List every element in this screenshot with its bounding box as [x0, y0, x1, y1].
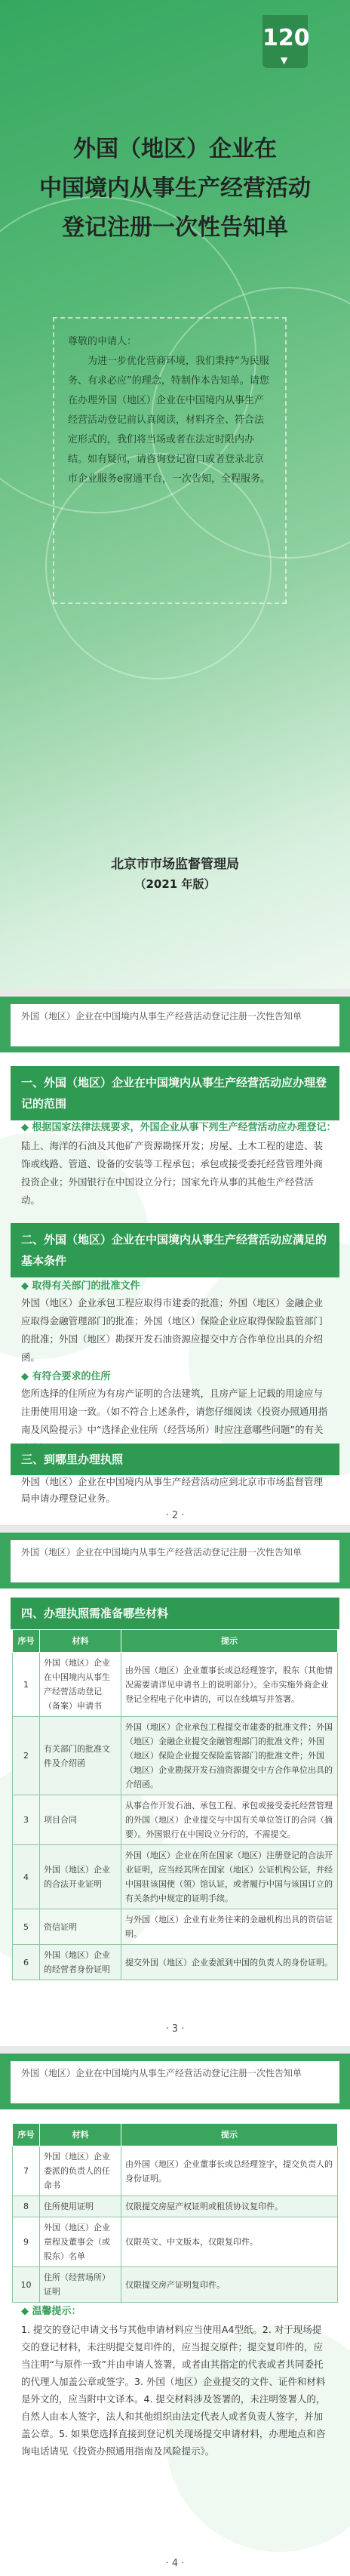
letter-greeting: 尊敬的申请人：: [68, 336, 137, 347]
page-number: · 3 ·: [165, 2023, 185, 2035]
material-cell: 住所（经营场所）证明: [40, 2267, 121, 2303]
material-cell: 有关部门的批准文件及介绍函: [40, 1717, 121, 1795]
tip-cell: 由外国（地区）企业董事长或总经理签字，股东（其他情况需要请详见申请书上的说明部分）。全市实施外商企业登记全程电子化申请的，可以在线填写并签署。: [121, 1653, 338, 1717]
row-number: 2: [13, 1717, 40, 1795]
row-number: 6: [13, 1945, 40, 1980]
table-row: [13, 1909, 338, 1945]
table-row: [13, 1717, 338, 1795]
table-row: [13, 1653, 338, 1717]
letter-body: 为进一步优化营商环境，我们秉持“为民服务、有求必应”的理念，特制作本告知单。请您在办理外国（地区）企业在中国境内从事生产经营活动登记前认真阅读，材料齐全、符合法定形式的，我们将当场或者在法定时限内办结。如有疑问，请咨询登记窗口或者登录北京市企业服务e窗通平台，一次告知，全程服务。: [68, 356, 270, 485]
row-number: 4: [13, 1845, 40, 1909]
column-header: 提示: [121, 2124, 338, 2146]
section-1-title: 一、外国（地区）企业在中国境内从事生产经营活动应办理登记的范围: [11, 1066, 339, 1120]
materials-table: [12, 1629, 338, 1980]
header-text: 外国（地区）企业在中国境内从事生产经营活动登记注册一次性告知单: [11, 2061, 339, 2103]
material-cell: 外国（地区）企业委派的负责人的任命书: [40, 2146, 121, 2196]
section-3-title: 三、到哪里办理执照: [11, 1444, 339, 1475]
table-row: [13, 2217, 338, 2267]
cover-title-line-3: 登记注册一次性告知单: [62, 214, 288, 241]
section-2-subtitle-2: ◆ 有符合要求的住所: [21, 1371, 111, 1382]
tips-title: ◆ 温馨提示：: [21, 2306, 81, 2317]
tip-cell: 与外国（地区）企业有业务往来的金融机构出具的资信证明。: [121, 1909, 338, 1945]
page-number-badge: [262, 15, 308, 68]
cover-page: [0, 0, 350, 989]
row-number: 1: [13, 1653, 40, 1717]
tip-cell: 仅限英文、中文版本，仅限复印件。: [121, 2217, 338, 2267]
tip-cell: 仅限提交房产证明复印件。: [121, 2267, 338, 2303]
table-row: [13, 2267, 338, 2303]
section-1-text: 陆上、海洋的石油及其他矿产资源勘探开发；房屋、土木工程的建造、装饰或线路、管道、设备的安装等工程承包；承包或接受委托经营管理外商投资企业；外国银行在中国设立分行；国家允许从事的其他生产经营活动。: [21, 1140, 324, 1206]
tip-cell: 从事合作开发石油、承包工程、承包或接受委托经营管理的外国（地区）企业提交与中国有关单位签订的合同（摘要）。外国银行在中国设立分行的，不需提交。: [121, 1795, 338, 1845]
row-number: 7: [13, 2146, 40, 2196]
tip-cell: 仅限提交房屋产权证明或租赁协议复印件。: [121, 2196, 338, 2217]
section-2-title: 二、外国（地区）企业在中国境内从事生产经营活动应满足的基本条件: [11, 1223, 339, 1277]
column-header: 材料: [40, 2124, 121, 2146]
column-header: 提示: [121, 1630, 338, 1653]
material-cell: 外国（地区）企业的合法开业证明: [40, 1845, 121, 1909]
table-row: [13, 1845, 338, 1909]
cover-letter: [53, 317, 287, 604]
page-number: · 2 ·: [165, 1510, 185, 1521]
table-header-row: [13, 2124, 338, 2146]
table-row: [13, 1795, 338, 1845]
issuer-year: （2021 年版）: [134, 877, 216, 891]
header-text: 外国（地区）企业在中国境内从事生产经营活动登记注册一次性告知单: [11, 1004, 339, 1046]
material-cell: 外国（地区）企业章程及董事会（或股东）名单: [40, 2217, 121, 2267]
page-header: [0, 1533, 350, 1588]
section-4-title: 四、办理执照需准备哪些材料: [11, 1598, 339, 1629]
section-3-text: 外国（地区）企业在中国境内从事生产经营活动应到北京市市场监督管理局申请办理登记业务。: [21, 1476, 324, 1504]
column-header: 序号: [13, 2124, 40, 2146]
table-row: [13, 1945, 338, 1980]
tip-cell: 由外国（地区）企业董事长或总经理签字，提交负责人的身份证明。: [121, 2146, 338, 2196]
section-1-subtitle: ◆ 根据国家法律法规要求，外国企业从事下列生产经营活动应办理登记：: [21, 1122, 336, 1133]
page-2: [0, 997, 350, 1525]
column-header: 材料: [40, 1630, 121, 1653]
tips-text: 1. 提交的登记申请文书与其他申请材料应当使用A4型纸。2. 对于现场提交的登记材料，未注明提交复印件的，应当提交原件；提交复印件的，应当注明“与原件一致”并由申请人签署，或者由其指定的代表或者共同委托的代理人加盖公章或签字。3. 外国（地区）企业提交的文件、证件和材料是外文的，应当附中文译本。4. 提交材料涉及签署的，未注明签署人的，自然人由本人签字，法人和其他组织由法定代表人或者负责人签字，并加盖公章。5. 如果您选择直接到登记机关现场提交申请材料，办理地点和咨询电话请见《投资办照通用指南及风险提示》。: [21, 2324, 326, 2457]
tip-cell: 外国（地区）企业承包工程提交市建委的批准文件；外国（地区）金融企业提交金融管理部门的批准文件；外国（地区）保险企业提交保险监管部门的批准文件；外国（地区）企业勘探开发石油资源提交中方合作单位出具的介绍函。: [121, 1717, 338, 1795]
tip-cell: 外国（地区）企业在所在国家（地区）注册登记的合法开业证明，应当经其所在国家（地区）公证机构公证，并经中国驻该国使（领）馆认证，或者履行中国与该国订立的有关条约中规定的证明手续。: [121, 1845, 338, 1909]
column-header: 序号: [13, 1630, 40, 1653]
table-header-row: [13, 1630, 338, 1653]
row-number: 5: [13, 1909, 40, 1945]
page-header: [0, 2054, 350, 2109]
row-number: 9: [13, 2217, 40, 2267]
materials-table-continued: [12, 2123, 338, 2303]
material-cell: 资信证明: [40, 1909, 121, 1945]
material-cell: 外国（地区）企业的经营者身份证明: [40, 1945, 121, 1980]
section-2-subtitle-1: ◆ 取得有关部门的批准文件: [21, 1280, 140, 1292]
page-header: [0, 997, 350, 1052]
table-row: [13, 2196, 338, 2217]
chevron-down-icon: ▼: [281, 55, 288, 66]
section-2-text-2: 您所选择的住所应为有房产证明的合法建筑，且房产证上记载的用途应与注册使用用途一致。（如不符合上述条件，请您仔细阅读《投资办照通用指南及风险提示》中“选择企业住所（经营场所）时应注意哪些问题”的有关: [21, 1388, 328, 1435]
material-cell: 项目合同: [40, 1795, 121, 1845]
row-number: 3: [13, 1795, 40, 1845]
header-text: 外国（地区）企业在中国境内从事生产经营活动登记注册一次性告知单: [11, 1540, 339, 1582]
page-number: · 4 ·: [165, 2558, 185, 2569]
row-number: 10: [13, 2267, 40, 2303]
badge-number: 120: [262, 25, 310, 51]
cover-title-line-1: 外国（地区）企业在: [73, 136, 277, 162]
section-2-text-1: 外国（地区）企业承包工程应取得市建委的批准；外国（地区）金融企业应取得金融管理部门的批准；外国（地区）保险企业应取得保险监管部门的批准；外国（地区）勘探开发石油资源应提交中方合作单位出具的介绍函。: [21, 1297, 324, 1363]
row-number: 8: [13, 2196, 40, 2217]
page-4: [0, 2054, 350, 2576]
table-row: [13, 2146, 338, 2196]
page-3: [0, 1533, 350, 2046]
material-cell: 外国（地区）企业在中国境内从事生产经营活动登记（备案）申请书: [40, 1653, 121, 1717]
cover-title-line-2: 中国境内从事生产经营活动: [39, 175, 311, 202]
material-cell: 住所使用证明: [40, 2196, 121, 2217]
issuer-name: 北京市市场监督管理局: [111, 857, 239, 872]
tip-cell: 提交外国（地区）企业委派到中国的负责人的身份证明。: [121, 1945, 338, 1980]
